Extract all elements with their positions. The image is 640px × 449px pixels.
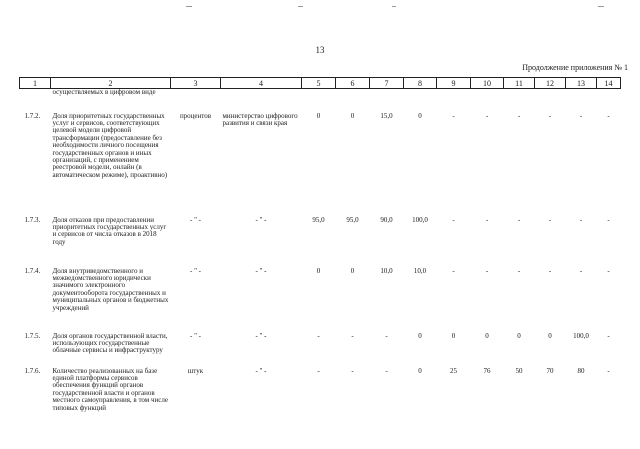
column-header: 14 — [597, 78, 621, 89]
column-header: 7 — [370, 78, 404, 89]
row-value: - — [607, 111, 610, 120]
row-value: 100,0 — [412, 215, 428, 224]
table-row — [20, 268, 621, 333]
row-value: - — [548, 266, 552, 275]
row-value: - — [607, 366, 610, 375]
row-code: 1.7.5. — [24, 331, 41, 340]
row-value: 0 — [451, 331, 456, 340]
row-code: 1.7.3. — [24, 215, 41, 224]
row-value: - — [517, 215, 521, 224]
row-value: 80 — [577, 366, 585, 375]
column-header: 6 — [336, 78, 370, 89]
row-name: Доля отказов при предоставлении приоритетных государственных услуг и сервисов от числа отказов в 2018 году — [52, 215, 167, 246]
row-unit: процентов — [179, 111, 212, 120]
column-header: 10 — [471, 78, 504, 89]
row-value: - — [452, 215, 455, 224]
row-value: 10,0 — [380, 266, 393, 275]
row-value: - — [579, 215, 583, 224]
row-value: 50 — [515, 366, 523, 375]
row-value: - — [517, 266, 521, 275]
scan-mark — [186, 6, 192, 7]
row-name: Доля внутриведомственного и межведомственного юридически значимого электронного документооборота государственных и муниципальных органов и бюджетных учреждений — [52, 266, 169, 312]
row-value: - — [579, 266, 583, 275]
row-value: - — [385, 366, 388, 375]
row-value: 0 — [418, 366, 422, 375]
row-value: 100,0 — [573, 331, 589, 340]
row-value: 70 — [546, 366, 554, 375]
row-unit: - " - — [189, 331, 202, 340]
row-unit: - " - — [189, 215, 202, 224]
row-executor: - " - — [255, 215, 267, 224]
row-value: 90,0 — [380, 215, 393, 224]
row-unit: штук — [187, 366, 204, 375]
row-code: 1.7.6. — [24, 366, 41, 375]
row-name: Количество реализованных на базе единой платформы сервисов обеспечения функций органов государственной власти и органов местного самоуправления, в том числе типовых функций — [52, 366, 168, 412]
header-row — [20, 78, 621, 89]
column-header: 11 — [504, 78, 535, 89]
column-header: 4 — [221, 78, 302, 89]
row-value: 0 — [316, 266, 321, 275]
row-value: - — [607, 331, 610, 340]
row-name: Доля органов государственной власти, использующих государственные облачные сервисы и инфраструктуру — [52, 331, 168, 355]
row-value: - — [548, 111, 552, 120]
indicators-table — [19, 77, 621, 440]
row-value: 15,0 — [380, 111, 393, 120]
row-unit: - " - — [189, 266, 202, 275]
row-value: - — [579, 111, 583, 120]
row-value: 10,0 — [413, 266, 427, 275]
column-header: 13 — [566, 78, 597, 89]
row-value: 95,0 — [312, 215, 325, 224]
appendix-note: Продолжение приложения № 1 — [522, 63, 628, 72]
page-number: 13 — [315, 45, 325, 55]
row-value: 0 — [517, 331, 521, 340]
column-header: 5 — [302, 78, 336, 89]
row-code: 1.7.2. — [24, 111, 41, 120]
row-executor: министерство цифрового развития и связи края — [222, 111, 298, 127]
table-row — [20, 113, 621, 217]
row-value: - — [607, 215, 610, 224]
row-name: Доля приоритетных государственных услуг и сервисов, соответствующих целевой модели цифровой трансформации (предоставление без необходимости личного посещения государственных органов и иных организаций, с применением реестровой модели, онлайн (в автоматическом режиме), проактивно) — [52, 111, 168, 179]
row-value: - — [452, 266, 455, 275]
column-header: 12 — [535, 78, 566, 89]
row-value: - — [517, 111, 521, 120]
row-value: - — [351, 331, 354, 340]
column-header: 1 — [20, 78, 51, 89]
column-header: 3 — [171, 78, 221, 89]
row-executor: - " - — [255, 366, 267, 375]
row-code: 1.7.4. — [24, 266, 41, 275]
row-value: - — [385, 331, 388, 340]
row-value: - — [485, 215, 489, 224]
row-value: - — [485, 266, 489, 275]
row-value: 76 — [483, 366, 491, 375]
row-value: - — [485, 111, 489, 120]
row-value: - — [548, 215, 552, 224]
row-value: 0 — [350, 111, 355, 120]
row-value: - — [317, 366, 320, 375]
table-row — [20, 368, 621, 440]
row-value: 25 — [450, 366, 457, 375]
row-value: 0 — [548, 331, 552, 340]
column-header: 9 — [437, 78, 471, 89]
continuation-row — [20, 89, 621, 113]
table-row — [20, 217, 621, 268]
row-executor: - " - — [255, 266, 267, 275]
row-value: - — [351, 366, 354, 375]
row-value: 95,0 — [346, 215, 359, 224]
scan-mark — [298, 6, 303, 7]
row-value: 0 — [418, 111, 422, 120]
continuation-text: осуществляемых в цифровом виде — [52, 88, 156, 96]
column-header: 8 — [404, 78, 437, 89]
row-value: 0 — [418, 331, 422, 340]
scan-mark — [392, 6, 396, 7]
row-value: 0 — [316, 111, 321, 120]
table-row — [20, 333, 621, 368]
scan-mark — [598, 6, 604, 7]
row-executor: - " - — [255, 331, 267, 340]
column-header: 2 — [51, 78, 171, 89]
row-value: 0 — [485, 331, 489, 340]
row-value: 0 — [350, 266, 355, 275]
row-value: - — [452, 111, 455, 120]
row-value: - — [317, 331, 320, 340]
row-value: - — [607, 266, 610, 275]
